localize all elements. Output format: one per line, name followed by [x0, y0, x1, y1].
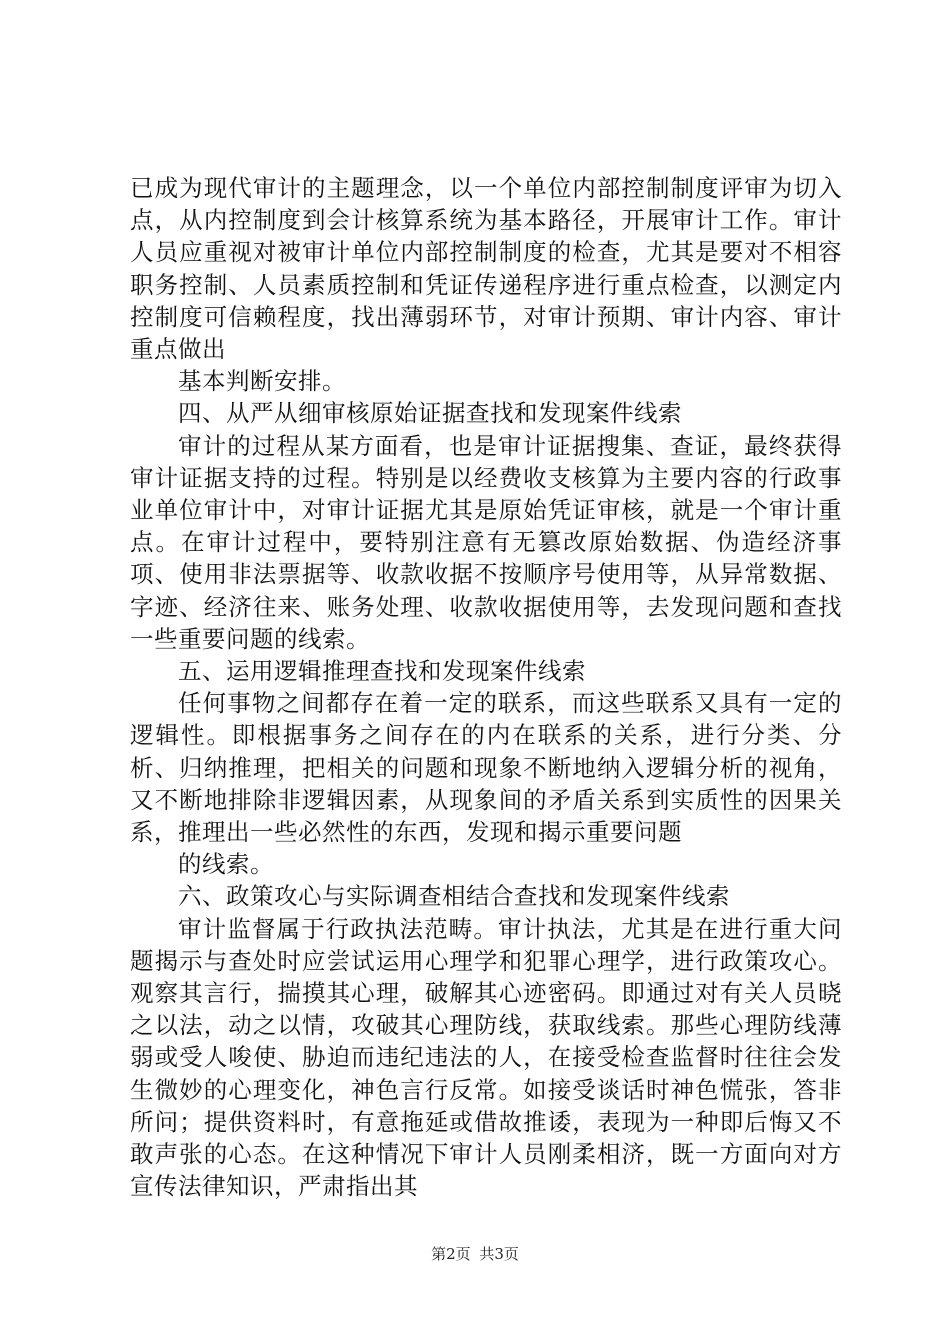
- page-number: 第2页: [431, 1245, 471, 1263]
- paragraph: 任何事物之间都存在着一定的联系，而这些联系又具有一定的逻辑性。即根据事务之间存在的内在联系的关系，进行分类、分析、归纳推理，把相关的问题和现象不断地纳入逻辑分析的视角，又不断地排除非逻辑因素，从现象间的矛盾关系到实质性的因果关系，推理出一些必然性的东西，发现和揭示重要问题: [130, 689, 842, 847]
- section-heading: 四、从严从细审核原始证据查找和发现案件线索: [178, 399, 682, 428]
- paragraph: 审计监督属于行政执法范畴。审计执法，尤其是在进行重大问题揭示与查处时应尝试运用心理学和犯罪心理学，进行政策攻心。观察其言行，揣摸其心理，破解其心迹密码。即通过对有关人员晓之以法，动之以情，攻破其心理防线，获取线索。那些心理防线薄弱或受人唆使、胁迫而违纪违法的人，在接受检查监督时往往会发生微妙的心理变化，神色言行反常。如接受谈话时神色慌张，答非所问；提供资料时，有意拖延或借故推诿，表现为一种即后悔又不敢声张的心态。在这种情况下审计人员刚柔相济，既一方面向对方宣传法律知识，严肃指出其: [130, 914, 842, 1201]
- page-total: 共3页: [479, 1245, 519, 1263]
- section-heading: 六、政策攻心与实际调查相结合查找和发现案件线索: [178, 882, 730, 911]
- paragraph: 审计的过程从某方面看，也是审计证据搜集、查证，最终获得审计证据支持的过程。特别是以经费收支核算为主要内容的行政事业单位审计中，对审计证据尤其是原始凭证审核，就是一个审计重点。在审计过程中，要特别注意有无篡改原始数据、伪造经济事项、使用非法票据等、收款收据不按顺序号使用等，从异常数据、字迹、经济往来、账务处理、收款收据使用等，去发现问题和查找一些重要问题的线索。: [130, 431, 842, 653]
- section-heading: 五、运用逻辑推理查找和发现案件线索: [178, 657, 586, 686]
- paragraph: 的线索。: [178, 850, 274, 879]
- document-body: [130, 172, 842, 1203]
- page-footer: [0, 1244, 950, 1264]
- paragraph: 基本判断安排。: [178, 367, 346, 396]
- paragraph: 已成为现代审计的主题理念，以一个单位内部控制制度评审为切入点，从内控制度到会计核算系统为基本路径，开展审计工作。审计人员应重视对被审计单位内部控制制度的检查，尤其是要对不相容职务控制、人员素质控制和凭证传递程序进行重点检查，以测定内控制度可信赖程度，找出薄弱环节，对审计预期、审计内容、审计重点做出: [130, 174, 842, 364]
